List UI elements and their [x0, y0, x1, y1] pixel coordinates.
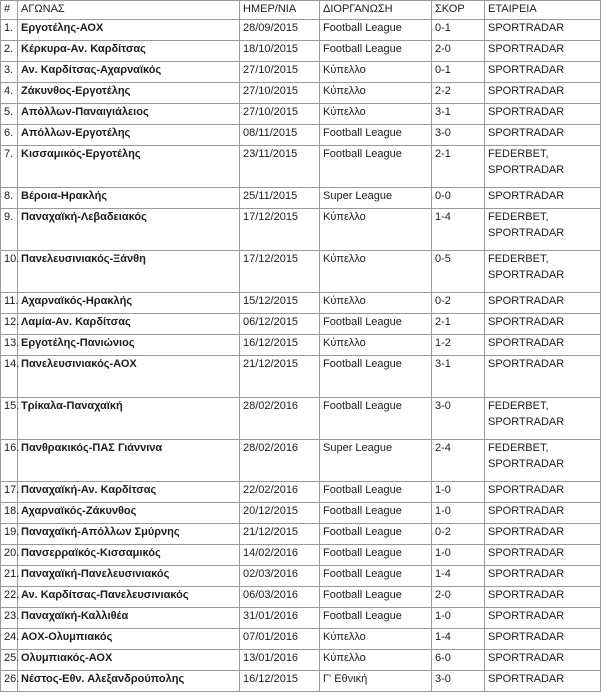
competition-cell: Κύπελλο — [320, 650, 432, 671]
match-cell: Πανελευσινιακός-ΑΟΧ — [18, 356, 240, 398]
table-row — [1, 20, 601, 41]
header-match: ΑΓΩΝΑΣ — [18, 1, 240, 20]
match-cell: Εργοτέλης-Πανιώνιος — [18, 335, 240, 356]
row-number: 10. — [1, 251, 18, 293]
match-cell: Πανσερραϊκός-Κισσαμικός — [18, 545, 240, 566]
table-row — [1, 83, 601, 104]
company-name: SPORTRADAR — [488, 64, 565, 76]
table-row — [1, 146, 601, 188]
table-row — [1, 482, 601, 503]
company-cell — [485, 104, 601, 125]
competition-cell: Football League — [320, 314, 432, 335]
row-number: 15. — [1, 398, 18, 440]
match-cell: Παναχαϊκή-Πανελευσινιακός — [18, 566, 240, 587]
row-number: 23. — [1, 608, 18, 629]
competition-cell: Κύπελλο — [320, 209, 432, 251]
competition-cell: Κύπελλο — [320, 629, 432, 650]
company-name: SPORTRADAR — [488, 190, 565, 202]
match-cell: Απόλλων-Εργοτέλης — [18, 125, 240, 146]
company-name: SPORTRADAR — [488, 127, 565, 139]
table-row — [1, 293, 601, 314]
company-name: SPORTRADAR — [488, 164, 565, 176]
match-cell: Πανελευσινιακός-Ξάνθη — [18, 251, 240, 293]
competition-cell: Football League — [320, 566, 432, 587]
match-cell: Κισσαμικός-Εργοτέλης — [18, 146, 240, 188]
competition-cell: Κύπελλο — [320, 83, 432, 104]
company-cell — [485, 146, 601, 188]
table-row — [1, 41, 601, 62]
match-cell: Αχαρναϊκός-Ηρακλής — [18, 293, 240, 314]
score-cell: 1-0 — [432, 503, 485, 524]
competition-cell: Football League — [320, 398, 432, 440]
competition-cell: Football League — [320, 41, 432, 62]
row-number: 17. — [1, 482, 18, 503]
match-cell: Λαμία-Αν. Καρδίτσας — [18, 314, 240, 335]
company-cell — [485, 209, 601, 251]
date-cell: 21/12/2015 — [240, 524, 320, 545]
company-cell — [485, 251, 601, 293]
company-cell — [485, 188, 601, 209]
company-name: FEDERBET, — [488, 148, 549, 160]
date-cell: 16/12/2015 — [240, 335, 320, 356]
row-number: 12. — [1, 314, 18, 335]
company-name: SPORTRADAR — [488, 610, 565, 622]
date-cell: 16/12/2015 — [240, 671, 320, 692]
company-cell — [485, 545, 601, 566]
score-cell: 3-1 — [432, 104, 485, 125]
score-cell: 2-1 — [432, 314, 485, 335]
table-row — [1, 566, 601, 587]
date-cell: 02/03/2016 — [240, 566, 320, 587]
table-row — [1, 125, 601, 146]
row-number: 20. — [1, 545, 18, 566]
competition-cell: Γ' Εθνική — [320, 671, 432, 692]
competition-cell: Super League — [320, 188, 432, 209]
match-cell: Ολυμπιακός-ΑΟΧ — [18, 650, 240, 671]
competition-cell: Κύπελλο — [320, 335, 432, 356]
date-cell: 08/11/2015 — [240, 125, 320, 146]
row-number: 1. — [1, 20, 18, 41]
table-row — [1, 104, 601, 125]
competition-cell: Football League — [320, 608, 432, 629]
competition-cell: Football League — [320, 125, 432, 146]
table-row — [1, 398, 601, 440]
table-row — [1, 629, 601, 650]
score-cell: 2-4 — [432, 440, 485, 482]
table-row — [1, 671, 601, 692]
row-number: 11. — [1, 293, 18, 314]
company-cell — [485, 62, 601, 83]
company-cell — [485, 440, 601, 482]
score-cell: 1-0 — [432, 482, 485, 503]
company-cell — [485, 398, 601, 440]
table-row — [1, 650, 601, 671]
company-name: SPORTRADAR — [488, 358, 565, 370]
company-name: FEDERBET, — [488, 442, 549, 454]
competition-cell: Football League — [320, 587, 432, 608]
company-name: SPORTRADAR — [488, 589, 565, 601]
score-cell: 2-1 — [432, 146, 485, 188]
company-name: FEDERBET, — [488, 253, 549, 265]
table-row — [1, 335, 601, 356]
row-number: 25. — [1, 650, 18, 671]
company-cell — [485, 566, 601, 587]
score-cell: 3-0 — [432, 671, 485, 692]
match-cell: Απόλλων-Παναιγιάλειος — [18, 104, 240, 125]
company-name: SPORTRADAR — [488, 652, 565, 664]
company-name: SPORTRADAR — [488, 106, 565, 118]
date-cell: 28/09/2015 — [240, 20, 320, 41]
score-cell: 0-1 — [432, 20, 485, 41]
company-name: SPORTRADAR — [488, 568, 565, 580]
date-cell: 22/02/2016 — [240, 482, 320, 503]
date-cell: 27/10/2015 — [240, 104, 320, 125]
score-cell: 3-0 — [432, 398, 485, 440]
table-row — [1, 209, 601, 251]
date-cell: 13/01/2016 — [240, 650, 320, 671]
score-cell: 3-0 — [432, 125, 485, 146]
company-cell — [485, 524, 601, 545]
competition-cell: Κύπελλο — [320, 293, 432, 314]
header-score: ΣΚΟΡ — [432, 1, 485, 20]
header-competition: ΔΙΟΡΓΑΝΩΣΗ — [320, 1, 432, 20]
match-cell: Εργοτέλης-ΑΟΧ — [18, 20, 240, 41]
match-cell: Κέρκυρα-Αν. Καρδίτσας — [18, 41, 240, 62]
score-cell: 0-2 — [432, 524, 485, 545]
company-cell — [485, 503, 601, 524]
competition-cell: Football League — [320, 545, 432, 566]
header-row — [1, 1, 601, 20]
header-date: ΗΜΕΡ/ΝΙΑ — [240, 1, 320, 20]
row-number: 16. — [1, 440, 18, 482]
date-cell: 17/12/2015 — [240, 209, 320, 251]
match-cell: Παναχαϊκή-Αν. Καρδίτσας — [18, 482, 240, 503]
company-name: SPORTRADAR — [488, 505, 565, 517]
match-cell: Παναχαϊκή-Καλλιθέα — [18, 608, 240, 629]
company-name: SPORTRADAR — [488, 547, 565, 559]
row-number: 8. — [1, 188, 18, 209]
competition-cell: Κύπελλο — [320, 62, 432, 83]
competition-cell: Football League — [320, 20, 432, 41]
date-cell: 27/10/2015 — [240, 62, 320, 83]
company-name: SPORTRADAR — [488, 631, 565, 643]
company-cell — [485, 20, 601, 41]
date-cell: 27/10/2015 — [240, 83, 320, 104]
company-name: FEDERBET, — [488, 211, 549, 223]
date-cell: 28/02/2016 — [240, 440, 320, 482]
row-number: 2. — [1, 41, 18, 62]
competition-cell: Football League — [320, 482, 432, 503]
company-name: SPORTRADAR — [488, 269, 565, 281]
competition-cell: Football League — [320, 146, 432, 188]
header-number: # — [1, 1, 18, 20]
company-cell — [485, 41, 601, 62]
date-cell: 25/11/2015 — [240, 188, 320, 209]
row-number: 3. — [1, 62, 18, 83]
date-cell: 18/10/2015 — [240, 41, 320, 62]
row-number: 13. — [1, 335, 18, 356]
match-cell: ΑΟΧ-Ολυμπιακός — [18, 629, 240, 650]
row-number: 7. — [1, 146, 18, 188]
row-number: 14. — [1, 356, 18, 398]
score-cell: 0-2 — [432, 293, 485, 314]
row-number: 6. — [1, 125, 18, 146]
company-name: SPORTRADAR — [488, 673, 565, 685]
match-cell: Αχαρναϊκός-Ζάκυνθος — [18, 503, 240, 524]
company-name: SPORTRADAR — [488, 526, 565, 538]
company-cell — [485, 608, 601, 629]
match-cell: Αν. Καρδίτσας-Πανελευσινιακός — [18, 587, 240, 608]
table-row — [1, 251, 601, 293]
competition-cell: Football League — [320, 503, 432, 524]
company-cell — [485, 335, 601, 356]
company-cell — [485, 356, 601, 398]
company-cell — [485, 629, 601, 650]
header-company: ΕΤΑΙΡΕΙΑ — [485, 1, 601, 20]
score-cell: 1-2 — [432, 335, 485, 356]
table-row — [1, 314, 601, 335]
match-cell: Παναχαϊκή-Απόλλων Σμύρνης — [18, 524, 240, 545]
company-name: SPORTRADAR — [488, 316, 565, 328]
score-cell: 1-4 — [432, 629, 485, 650]
date-cell: 20/12/2015 — [240, 503, 320, 524]
table-row — [1, 545, 601, 566]
table-row — [1, 188, 601, 209]
match-cell: Βέροια-Ηρακλής — [18, 188, 240, 209]
competition-cell: Κύπελλο — [320, 104, 432, 125]
score-cell: 0-5 — [432, 251, 485, 293]
company-name: SPORTRADAR — [488, 85, 565, 97]
company-cell — [485, 650, 601, 671]
score-cell: 2-0 — [432, 587, 485, 608]
row-number: 19. — [1, 524, 18, 545]
table-row — [1, 608, 601, 629]
row-number: 24. — [1, 629, 18, 650]
table-row — [1, 503, 601, 524]
table-row — [1, 524, 601, 545]
company-name: SPORTRADAR — [488, 458, 565, 470]
row-number: 22. — [1, 587, 18, 608]
table-row — [1, 62, 601, 83]
company-name: SPORTRADAR — [488, 295, 565, 307]
row-number: 9. — [1, 209, 18, 251]
date-cell: 06/12/2015 — [240, 314, 320, 335]
date-cell: 23/11/2015 — [240, 146, 320, 188]
table-row — [1, 587, 601, 608]
company-cell — [485, 482, 601, 503]
table-row — [1, 440, 601, 482]
company-name: FEDERBET, — [488, 400, 549, 412]
company-name: SPORTRADAR — [488, 22, 565, 34]
company-name: SPORTRADAR — [488, 43, 565, 55]
date-cell: 07/01/2016 — [240, 629, 320, 650]
competition-cell: Football League — [320, 524, 432, 545]
score-cell: 1-4 — [432, 566, 485, 587]
date-cell: 06/03/2016 — [240, 587, 320, 608]
company-cell — [485, 314, 601, 335]
match-cell: Αν. Καρδίτσας-Αχαρναϊκός — [18, 62, 240, 83]
company-cell — [485, 293, 601, 314]
row-number: 4. — [1, 83, 18, 104]
table-row — [1, 356, 601, 398]
company-name: SPORTRADAR — [488, 416, 565, 428]
score-cell: 3-1 — [432, 356, 485, 398]
score-cell: 2-0 — [432, 41, 485, 62]
match-cell: Ζάκυνθος-Εργοτέλης — [18, 83, 240, 104]
date-cell: 28/02/2016 — [240, 398, 320, 440]
date-cell: 21/12/2015 — [240, 356, 320, 398]
score-cell: 6-0 — [432, 650, 485, 671]
score-cell: 0-0 — [432, 188, 485, 209]
company-name: SPORTRADAR — [488, 227, 565, 239]
match-cell: Τρίκαλα-Παναχαϊκή — [18, 398, 240, 440]
company-cell — [485, 125, 601, 146]
date-cell: 17/12/2015 — [240, 251, 320, 293]
match-cell: Πανθρακικός-ΠΑΣ Γιάννινα — [18, 440, 240, 482]
competition-cell: Super League — [320, 440, 432, 482]
score-cell: 2-2 — [432, 83, 485, 104]
match-cell: Παναχαϊκή-Λεβαδειακός — [18, 209, 240, 251]
company-cell — [485, 671, 601, 692]
company-name: SPORTRADAR — [488, 484, 565, 496]
company-cell — [485, 587, 601, 608]
competition-cell: Κύπελλο — [320, 251, 432, 293]
match-cell: Νέστος-Εθν. Αλεξανδρούπολης — [18, 671, 240, 692]
score-cell: 1-4 — [432, 209, 485, 251]
row-number: 21. — [1, 566, 18, 587]
competition-cell: Football League — [320, 356, 432, 398]
score-cell: 0-1 — [432, 62, 485, 83]
score-cell: 1-0 — [432, 545, 485, 566]
company-name: SPORTRADAR — [488, 337, 565, 349]
date-cell: 31/01/2016 — [240, 608, 320, 629]
row-number: 26. — [1, 671, 18, 692]
date-cell: 15/12/2015 — [240, 293, 320, 314]
row-number: 18. — [1, 503, 18, 524]
company-cell — [485, 83, 601, 104]
score-cell: 1-0 — [432, 608, 485, 629]
date-cell: 14/02/2016 — [240, 545, 320, 566]
row-number: 5. — [1, 104, 18, 125]
